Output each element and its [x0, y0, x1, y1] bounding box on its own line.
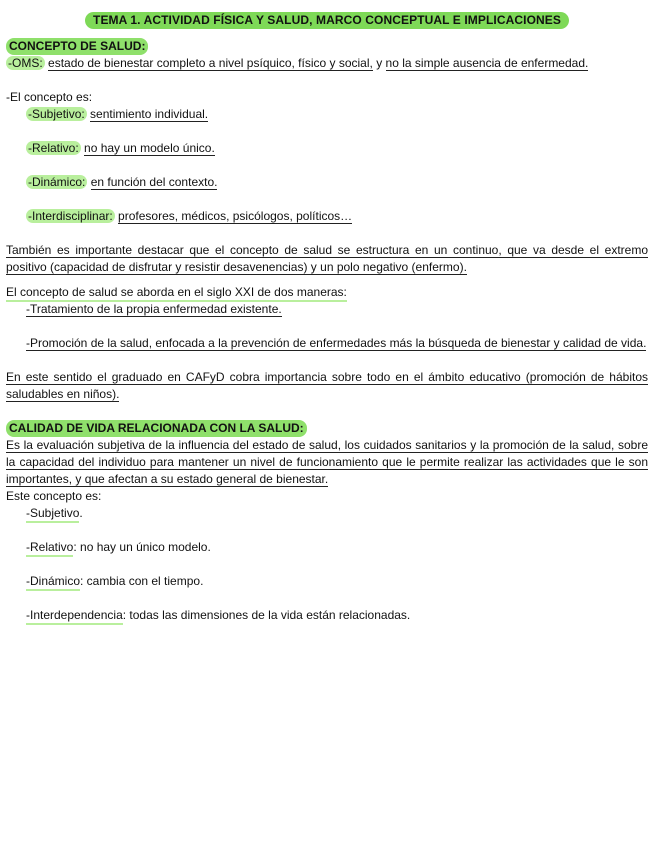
manera-promocion [26, 335, 648, 352]
item-label: -Subjetivo [26, 506, 79, 523]
concepto-intro: -El concepto es: [6, 90, 93, 104]
item-label: -Dinámico [26, 574, 80, 591]
oms-text-1: estado de bienestar completo a nivel psíquico, físico y social, [48, 56, 373, 70]
concepto-items [6, 106, 648, 225]
item-text: : no hay un único modelo. [73, 540, 211, 554]
calidad-heading: CALIDAD DE VIDA RELACIONADA CON LA SALUD: [6, 420, 307, 437]
concepto-item-interdisciplinar [26, 208, 648, 225]
calidad-definition [6, 437, 648, 488]
calidad-items [6, 505, 648, 624]
oms-label: -OMS: [8, 56, 43, 70]
manera-text: -Promoción de la salud, enfocada a la prevención de enfermedades más la búsqueda de bienestar y calidad de vida. [26, 336, 647, 350]
item-text: . [79, 506, 83, 520]
oms-text-2: y [376, 56, 383, 70]
item-label: -Interdependencia [26, 608, 123, 625]
item-text: no hay un modelo único. [84, 141, 215, 155]
cafyd-paragraph [6, 369, 648, 403]
item-label: -Dinámico: [28, 175, 86, 189]
item-text: sentimiento individual. [90, 107, 209, 121]
document-title: TEMA 1. ACTIVIDAD FÍSICA Y SALUD, MARCO CONCEPTUAL E IMPLICACIONES [85, 12, 569, 29]
siglo-intro-text: El concepto de salud se aborda en el siglo XXI de dos maneras: [6, 285, 347, 302]
calidad-item-subjetivo [26, 505, 648, 522]
oms-definition [6, 55, 648, 72]
item-label: -Relativo: [28, 141, 79, 155]
item-label: -Interdisciplinar: [28, 209, 113, 223]
concepto-item-subjetivo [26, 106, 648, 123]
calidad-intro: Este concepto es: [6, 489, 102, 503]
item-text: en función del contexto. [90, 175, 218, 189]
item-label: -Relativo [26, 540, 73, 557]
item-text: : cambia con el tiempo. [80, 574, 204, 588]
oms-text-3: no la simple ausencia de enfermedad. [385, 56, 589, 70]
concepto-heading: CONCEPTO DE SALUD: [6, 38, 148, 55]
maneras-list [6, 301, 648, 352]
manera-tratamiento [26, 301, 648, 318]
concepto-item-dinamico [26, 174, 648, 191]
manera-text: -Tratamiento de la propia enfermedad existente. [26, 302, 282, 316]
siglo-intro [6, 284, 648, 301]
item-label: -Subjetivo: [28, 107, 85, 121]
item-text: : todas las dimensiones de la vida están relacionadas. [122, 608, 411, 622]
calidad-section [6, 420, 648, 624]
document-page [6, 12, 648, 624]
continuo-paragraph [6, 242, 648, 276]
continuo-text: También es importante destacar que el concepto de salud se estructura en un continuo, que va desde el extremo positivo (capacidad de disfrutar y resistir desavenencias) y un polo negativo (enfermo). [6, 243, 648, 274]
calidad-definition-text: Es la evaluación subjetiva de la influencia del estado de salud, los cuidados sanitarios y la promoción de la salud, sobre la capacidad del individuo para mantener un nivel de funcionamiento que le permite realizar las actividades que le son importantes, y que afectan a su estado general de bienestar. [6, 438, 648, 486]
calidad-item-interdependencia [26, 607, 648, 624]
cafyd-text: En este sentido el graduado en CAFyD cobra importancia sobre todo en el ámbito educativo (promoción de hábitos saludables en niños). [6, 370, 648, 401]
concepto-section [6, 38, 648, 403]
concepto-item-relativo [26, 140, 648, 157]
calidad-item-relativo [26, 539, 648, 556]
title-wrap [6, 12, 648, 29]
calidad-item-dinamico [26, 573, 648, 590]
item-text: profesores, médicos, psicólogos, políticos… [118, 209, 353, 223]
